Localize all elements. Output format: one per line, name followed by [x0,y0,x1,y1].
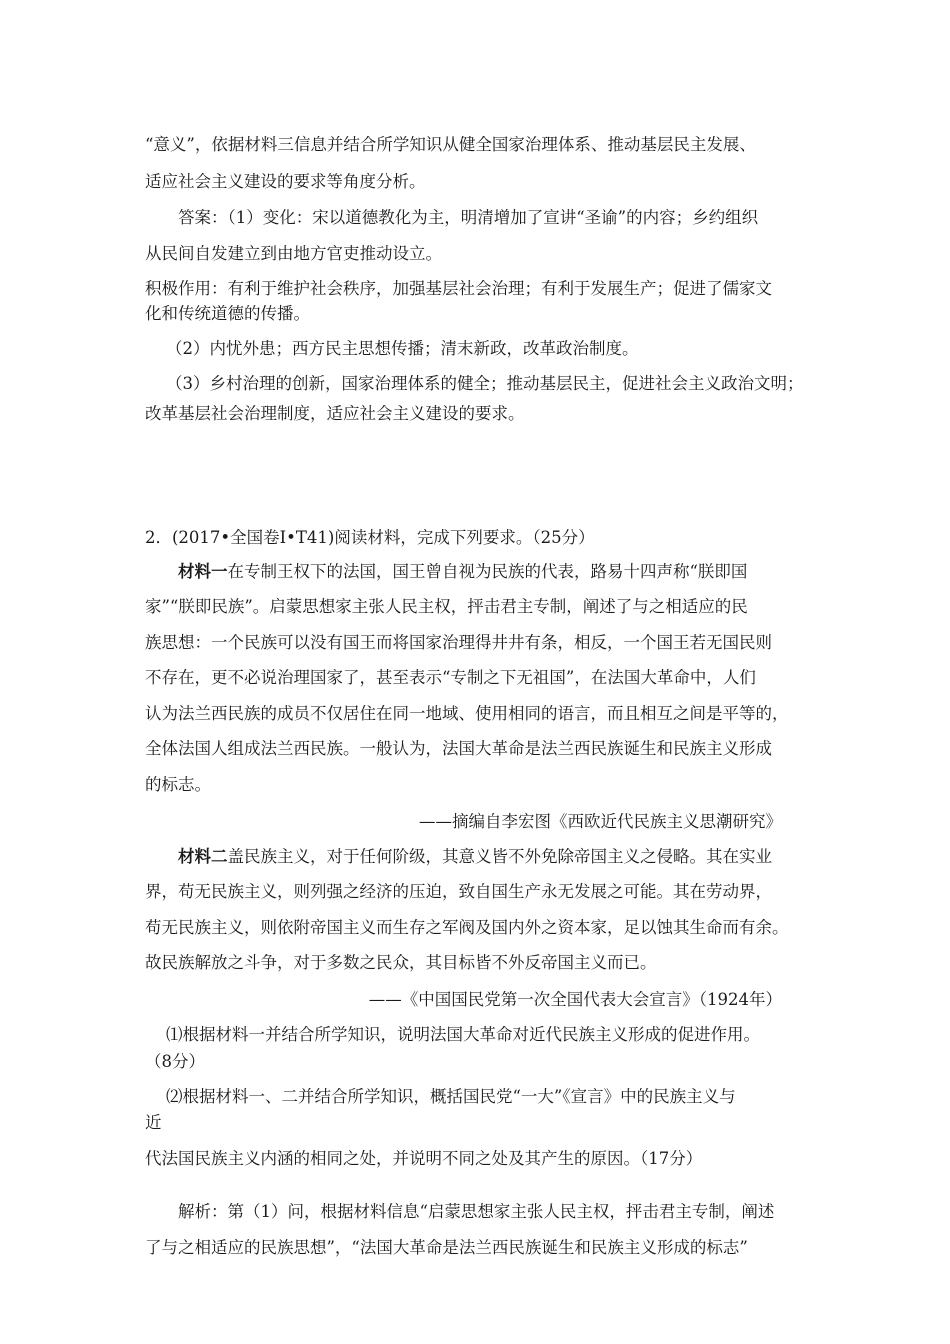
material-1-line-3: 族思想：一个民族可以没有国王而将国家治理得井井有条，相反，一个国王若无国民则 [145,633,772,652]
answer-line-3: 积极作用：有利于维护社会秩序，加强基层社会治理；有利于发展生产；促进了儒家文 [145,279,772,298]
material-1-line-7: 的标志。 [145,775,211,794]
material-2-line-4: 故民族解放之斗争，对于多数之民众，其目标皆不外反帝国主义而已。 [145,953,657,972]
analysis-line-1: 解析：第（1）问，根据材料信息“启蒙思想家主张人民主权，抨击君主专制，阐述 [178,1202,775,1221]
analysis-continued-line-1: “意义”，依据材料三信息并结合所学知识从健全国家治理体系、推动基层民主发展、 [145,135,756,154]
material-2-text: 盖民族主义，对于任何阶级，其意义皆不外免除帝国主义之侵略。其在实业 [227,847,772,866]
material-1-line-4: 不存在，更不必说治理国家了，甚至表示“专制之下无祖国”，在法国大革命中，人们 [145,668,756,687]
question-2-heading: 2．(2017•全国卷Ⅰ•T41)阅读材料，完成下列要求。（25分） [145,528,595,547]
answer-line-1: 答案：（1）变化：宋以道德教化为主，明清增加了宣讲“圣谕”的内容；乡约组织 [178,208,759,227]
requirement-2-line-2: 近 [145,1113,162,1132]
answer-line-5: （2）内忧外患；西方民主思想传播；清末新政，改革政治制度。 [166,339,639,358]
material-2-line-1 [178,846,772,868]
material-2-line-2: 界，苟无民族主义，则列强之经济的压迫，致自国生产永无发展之可能。其在劳动界， [145,882,772,901]
requirement-1-line-1: ⑴根据材料一并结合所学知识，说明法国大革命对近代民族主义形成的促进作用。 [166,1025,760,1044]
material-1-line-6: 全体法国人组成法兰西民族。一般认为，法国大革命是法兰西民族诞生和民族主义形成 [145,739,772,758]
analysis-line-2: 了与之相适应的民族思想”，“法国大革命是法兰西民族诞生和民族主义形成的标志” [145,1238,748,1257]
material-1-source: ——摘编自李宏图《西欧近代民族主义思潮研究》 [419,812,782,831]
material-2-line-3: 苟无民族主义，则依附帝国主义而生存之军阀及国内外之资本家，足以蚀其生命而有余。 [145,918,789,937]
requirement-1-line-2: （8分） [145,1052,205,1071]
material-1-line-2: 家”“朕即民族”。启蒙思想家主张人民主权，抨击君主专制，阐述了与之相适应的民 [145,597,748,616]
material-1-line-1 [178,561,747,583]
material-1-label: 材料一 [178,562,228,581]
answer-line-6: （3）乡村治理的创新，国家治理体系的健全；推动基层民主，促进社会主义政治文明； [166,374,804,393]
answer-line-4: 化和传统道德的传播。 [145,304,310,323]
material-2-source: ——《中国国民党第一次全国代表大会宣言》（1924年） [368,990,782,1009]
material-1-line-5: 认为法兰西民族的成员不仅居住在同一地域、使用相同的语言，而且相互之间是平等的， [145,704,789,723]
answer-line-7: 改革基层社会治理制度，适应社会主义建设的要求。 [145,404,525,423]
answer-line-2: 从民间自发建立到由地方官吏推动设立。 [145,244,442,263]
requirement-2-line-1: ⑵根据材料一、二并结合所学知识，概括国民党“一大”《宣言》中的民族主义与 [166,1087,736,1106]
material-2-label: 材料二 [178,847,228,866]
requirement-2-line-3: 代法国民族主义内涵的相同之处，并说明不同之处及其产生的原因。（17分） [145,1149,703,1168]
analysis-continued-line-2: 适应社会主义建设的要求等角度分析。 [145,172,426,191]
material-1-text: 在专制王权下的法国，国王曾自视为民族的代表，路易十四声称“朕即国 [227,562,748,581]
